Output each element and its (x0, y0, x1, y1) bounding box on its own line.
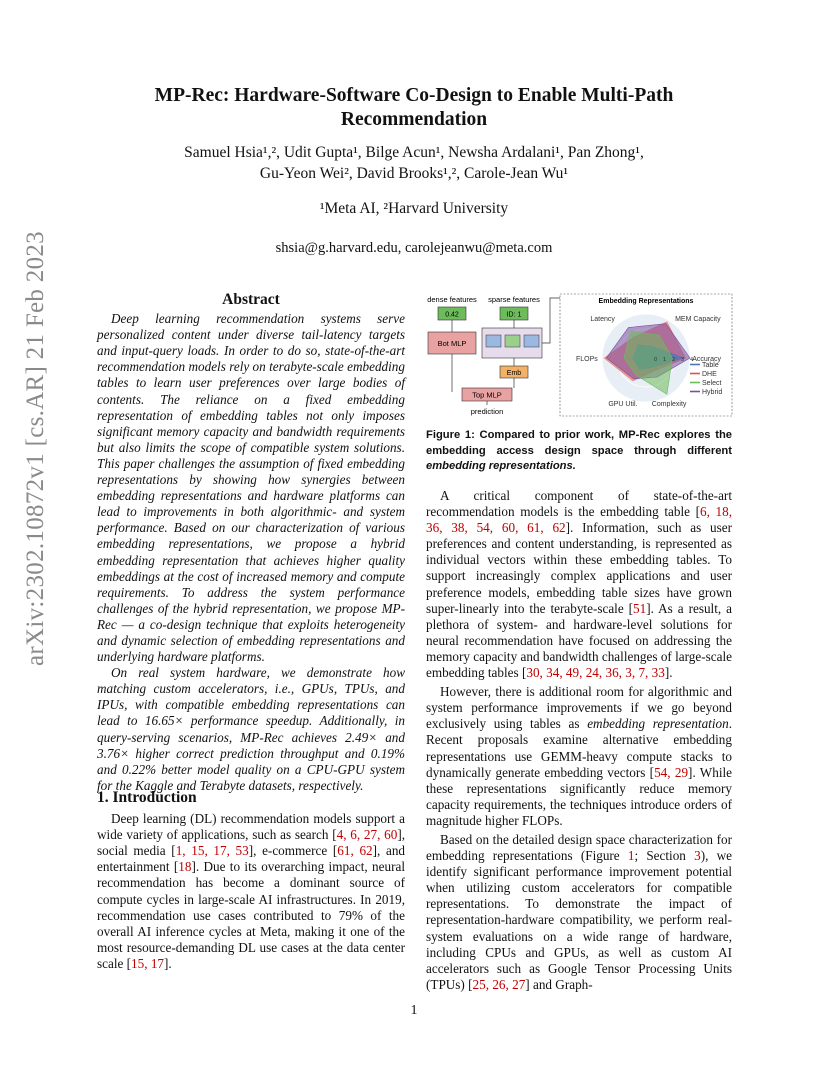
authors-line-1: Samuel Hsia¹,², Udit Gupta¹, Bilge Acun¹, Newsha Ardalani¹, Pan Zhong¹, (184, 144, 644, 161)
para2-text-a: However, there is additional room for algorithmic and system performance improvements if we go beyond exclusively using tables as (426, 684, 732, 732)
para1-text-d: ]. (664, 665, 673, 681)
intro-text-b: ], social media [ (97, 827, 406, 859)
right-paragraph-1 (426, 488, 732, 681)
radar-axis-label: Latency (590, 315, 615, 323)
dense-value: 0.42 (445, 311, 459, 319)
introduction-section (97, 790, 405, 972)
figure-1 (424, 292, 734, 418)
legend-label-table: Table (702, 362, 719, 369)
intro-text-a: Deep learning (DL) recommendation models support a wide variety of applications, such as search [ (97, 811, 405, 843)
para3-text-a: Based on the detailed design space characterization for embedding representations (Figure (426, 831, 732, 864)
dense-features-label: dense features (427, 295, 477, 304)
radar-axis-label: GPU Util. (608, 401, 638, 409)
radar-tick-label: 1 (663, 357, 667, 363)
radar-axis-label: MEM Capacity (675, 315, 721, 323)
abstract-paragraph-1: Deep learning recommendation systems serve personalized content under diverse tail-latency targets and input-query loads. In order to do so, state-of-the-art recommendation models rely on terabyte-scale embedding tables to learn user preferences over large bodies of contents. The reliance on a fixed embedding representation of embedding tables not only imposes significant memory capacity and bandwidth requirements but also limits the scope of compatible system solutions. This paper challenges the assumption of fixed embedding representations by showing how synergies between embedding representations and hardware platforms can lead to improvements in both algorithmic- and system performance. Based on our characterization of various embedding representations, we propose a hybrid embedding representation that achieves higher quality embeddings at the cost of increased memory and compute requirements. To address the system performance challenges of the hybrid representation, we propose MP-Rec — a co-design technique that exploits heterogeneity and dynamic selection of embedding representations and underlying hardware platforms. (97, 311, 405, 665)
citation-link[interactable]: 30, 34, 49, 24, 36, 3, 7, 33 (526, 665, 665, 681)
para2-text-b: . Recent proposals examine alternative embedding representations use GEMM-heavy compute stacks to dynamically generate embedding vectors [ (426, 716, 732, 780)
para3-text-c: ), we identify significant performance improvement potential when utilizing custom accelerators for compatible representations. To demonstrate the impact of representation-hardware compatibility, we perform real-system evaluations on a wide range of hardware, including CPUs and GPUs, as well as custom AI accelerators such as Google Tensor Processing Units (TPUs) [ (426, 848, 732, 992)
section-link[interactable]: 3 (694, 848, 701, 864)
sparse-value: ID: 1 (506, 311, 522, 319)
citation-link[interactable]: 25, 26, 27 (472, 976, 526, 992)
sparse-features-label: sparse features (488, 295, 540, 304)
abstract-section (97, 292, 405, 794)
radar-tick-label: 0 (654, 357, 658, 363)
affiliations: ¹Meta AI, ²Harvard University (319, 200, 509, 217)
para3-text-b: ; Section (634, 848, 695, 864)
prediction-label: prediction (470, 407, 504, 416)
para1-text-b: ]. Information, such as user preferences and content understanding, is represented as individual vectors within these embedding tables. To support increasingly complex applications and user preference models, embedding table sizes have grown super-linearly into the terabyte-scale [ (426, 520, 732, 616)
title-line-2: Recommendation (340, 109, 488, 130)
authors-line-2: Gu-Yeon Wei², David Brooks¹,², Carole-Jean Wu¹ (259, 165, 569, 182)
top-mlp-label: Top MLP (472, 390, 502, 400)
intro-text-c: ], e-commerce [ (248, 843, 338, 859)
right-column-body (426, 488, 732, 993)
right-paragraph-3 (426, 832, 732, 993)
radar-tick-label: 4 (690, 357, 694, 363)
citation-link[interactable]: 61, 62 (337, 843, 373, 859)
legend-label-select: Select (702, 380, 722, 387)
para3-text-d: ] and Graph- (525, 976, 593, 992)
introduction-paragraph-1 (97, 811, 405, 972)
para1-text-a: A critical component of state-of-the-art recommendation models is the embedding table [ (426, 488, 732, 520)
citation-link[interactable]: 54, 29 (654, 764, 689, 780)
arxiv-sidebar-id: arXiv:2302.10872v1 [cs.AR] 21 Feb 2023 (22, 231, 49, 666)
right-paragraph-2 (426, 684, 732, 829)
radar-title: Embedding Representations (598, 298, 694, 305)
figure-1-caption (426, 428, 732, 475)
introduction-heading: 1. Introduction (97, 789, 197, 806)
para2-text-c: ]. While these representations significantly reduce memory capacity requirements, the techniques introduce orders of magnitude higher FLOPs. (426, 764, 733, 828)
citation-link[interactable]: 1, 15, 17, 53 (175, 843, 249, 859)
caption-emphasis: embedding representations. (426, 460, 576, 472)
radar-axis-label: Complexity (651, 401, 687, 409)
author-list (0, 142, 828, 184)
radar-axis-label: FLOPs (576, 356, 598, 363)
citation-link[interactable]: 18 (178, 859, 192, 875)
citation-link[interactable]: 4, 6, 27, 60 (336, 827, 398, 843)
embedding-table-icon (524, 335, 539, 347)
citation-link[interactable]: 51 (633, 600, 647, 616)
radar-tick-label: 3 (681, 357, 685, 363)
title-line-1: MP-Rec: Hardware-Software Co-Design to Enable Multi-Path (154, 85, 674, 106)
intro-text-d: ], and entertainment [ (97, 843, 406, 875)
paper-title (0, 84, 828, 132)
para2-emphasis: embedding representation (587, 716, 729, 732)
embedding-table-icon (486, 335, 501, 347)
intro-text-e: ]. Due to its overarching impact, neural recommendation has become a dominant source of compute cycles in large-scale AI infrastructures. In 2019, recommendation use cases contributed to 79% of the overall AI inference cycles at Meta, making it one of the most resource-demanding DL use cases at the data center scale [ (97, 859, 406, 971)
caption-text: Figure 1: Compared to prior work, MP-Rec explores the embedding access design space through different (426, 429, 732, 457)
page-number: 1 (410, 1003, 418, 1018)
citation-link[interactable]: 6, 18, 36, 38, 54, 60, 61, 62 (426, 504, 733, 536)
radar-tick-label: 2 (672, 357, 676, 363)
bot-mlp-label: Bot MLP (437, 339, 467, 348)
radar-chart (576, 314, 722, 408)
citation-link[interactable]: 15, 17 (131, 955, 165, 971)
figure-link[interactable]: 1 (627, 848, 635, 864)
legend-label-hybrid: Hybrid (702, 389, 723, 396)
radar-axis-label: Accuracy (692, 356, 721, 363)
legend-label-dhe: DHE (702, 371, 717, 378)
abstract-paragraph-2: On real system hardware, we demonstrate how matching custom accelerators, i.e., GPUs, TPUs, and IPUs, with compatible embedding representations can lead to 16.65× performance speedup. Additionally, in query-serving scenarios, MP-Rec achieves 2.49× and 3.76× higher correct prediction throughput and 0.19% and 0.22% better model quality on a CPU-GPU system for the Kaggle and Terabyte datasets, respectively. (97, 665, 405, 793)
embedding-table-icon (505, 335, 520, 347)
intro-text-f: ]. (164, 955, 172, 971)
para1-text-c: ]. As a result, a plethora of system- and hardware-level solutions for neural recommendation have focused on addressing the memory capacity and bandwidth challenges of large-scale embedding tables [ (426, 600, 732, 681)
author-emails: shsia@g.harvard.edu, carolejeanwu@meta.com (275, 240, 553, 256)
emb-label: Emb (506, 370, 522, 377)
connector-arrow (542, 298, 560, 343)
abstract-heading: Abstract (222, 291, 280, 308)
